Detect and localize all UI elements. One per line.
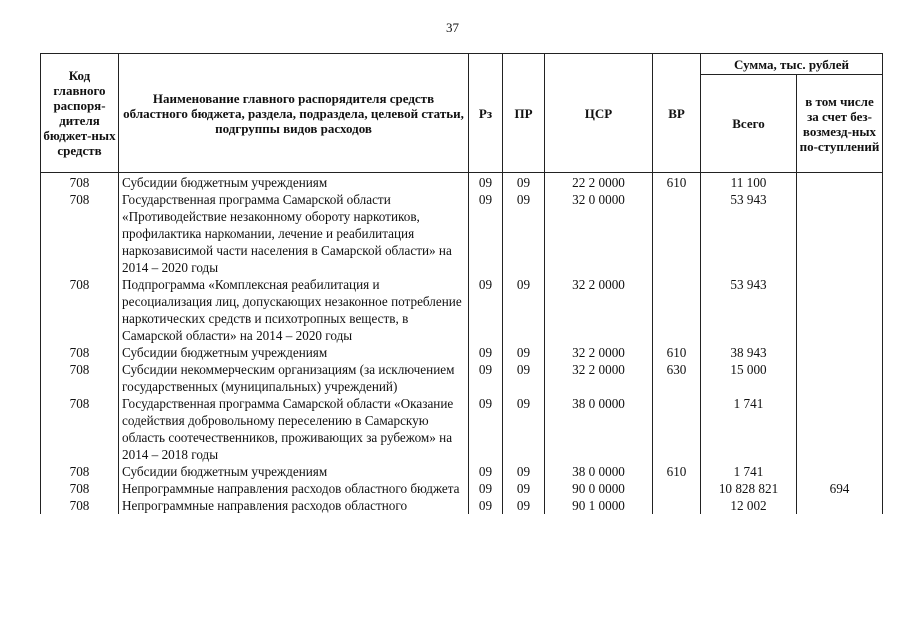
cell-name: Субсидии бюджетным учреждениям — [119, 344, 469, 361]
cell-vr — [653, 395, 701, 463]
table-row — [41, 191, 883, 276]
cell-total: 12 002 — [701, 497, 797, 514]
cell-name: Непрограммные направления расходов областного бюджета — [119, 480, 469, 497]
cell-vr — [653, 191, 701, 276]
cell-pr: 09 — [503, 276, 545, 344]
cell-code: 708 — [41, 344, 119, 361]
cell-csr: 38 0 0000 — [545, 463, 653, 480]
cell-pr: 09 — [503, 173, 545, 192]
cell-total: 53 943 — [701, 191, 797, 276]
table-body — [41, 173, 883, 515]
header-rz: Рз — [469, 54, 503, 173]
header-code: Код главного распоря-дителя бюджет-ных средств — [41, 54, 119, 173]
cell-incl — [797, 361, 883, 395]
cell-csr: 38 0 0000 — [545, 395, 653, 463]
cell-pr: 09 — [503, 497, 545, 514]
cell-code: 708 — [41, 497, 119, 514]
cell-vr: 610 — [653, 344, 701, 361]
cell-csr: 32 0 0000 — [545, 191, 653, 276]
cell-incl: 694 — [797, 480, 883, 497]
cell-rz: 09 — [469, 191, 503, 276]
cell-rz: 09 — [469, 463, 503, 480]
cell-pr: 09 — [503, 463, 545, 480]
header-csr: ЦСР — [545, 54, 653, 173]
budget-table — [40, 53, 883, 514]
cell-pr: 09 — [503, 480, 545, 497]
table-row — [41, 463, 883, 480]
cell-vr — [653, 276, 701, 344]
cell-incl — [797, 344, 883, 361]
cell-csr: 32 2 0000 — [545, 344, 653, 361]
cell-code: 708 — [41, 191, 119, 276]
header-pr: ПР — [503, 54, 545, 173]
table-row — [41, 480, 883, 497]
cell-total: 53 943 — [701, 276, 797, 344]
table-row — [41, 361, 883, 395]
cell-vr — [653, 480, 701, 497]
table-row — [41, 497, 883, 514]
cell-csr: 32 2 0000 — [545, 361, 653, 395]
cell-total: 1 741 — [701, 395, 797, 463]
cell-code: 708 — [41, 276, 119, 344]
table-row — [41, 344, 883, 361]
cell-vr: 610 — [653, 463, 701, 480]
cell-vr — [653, 497, 701, 514]
cell-pr: 09 — [503, 395, 545, 463]
cell-total: 15 000 — [701, 361, 797, 395]
cell-pr: 09 — [503, 361, 545, 395]
cell-name: Государственная программа Самарской области «Противодействие незаконному обороту наркотиков, профилактика наркомании, лечение и реабилитация наркозависимой части населения в Самарской области» на 2014 – 2020 годы — [119, 191, 469, 276]
cell-name: Субсидии некоммерческим организациям (за исключением государственных (муниципальных) учреждений) — [119, 361, 469, 395]
cell-incl — [797, 173, 883, 192]
cell-csr: 22 2 0000 — [545, 173, 653, 192]
cell-name: Подпрограмма «Комплексная реабилитация и ресоциализация лиц, допускающих незаконное потребление наркотических средств и психотропных веществ, в Самарской области» на 2014 – 2020 годы — [119, 276, 469, 344]
cell-name: Государственная программа Самарской области «Оказание содействия добровольному переселению в Самарскую область соотечественников, проживающих за рубежом» на 2014 – 2018 годы — [119, 395, 469, 463]
cell-vr: 630 — [653, 361, 701, 395]
cell-incl — [797, 276, 883, 344]
cell-incl — [797, 497, 883, 514]
header-incl: в том числе за счет без-возмезд-ных по-ступлений — [797, 75, 883, 173]
table-header — [41, 54, 883, 173]
cell-rz: 09 — [469, 344, 503, 361]
cell-code: 708 — [41, 173, 119, 192]
page-number: 37 — [446, 20, 459, 35]
cell-code: 708 — [41, 480, 119, 497]
cell-rz: 09 — [469, 497, 503, 514]
cell-code: 708 — [41, 395, 119, 463]
cell-name: Непрограммные направления расходов областного — [119, 497, 469, 514]
cell-total: 38 943 — [701, 344, 797, 361]
cell-incl — [797, 463, 883, 480]
cell-total: 10 828 821 — [701, 480, 797, 497]
cell-csr: 32 2 0000 — [545, 276, 653, 344]
cell-rz: 09 — [469, 173, 503, 192]
cell-rz: 09 — [469, 361, 503, 395]
header-total: Всего — [701, 75, 797, 173]
cell-csr: 90 0 0000 — [545, 480, 653, 497]
table-row — [41, 276, 883, 344]
header-vr: ВР — [653, 54, 701, 173]
cell-total: 11 100 — [701, 173, 797, 192]
cell-csr: 90 1 0000 — [545, 497, 653, 514]
cell-name: Субсидии бюджетным учреждениям — [119, 173, 469, 192]
cell-incl — [797, 191, 883, 276]
table-row — [41, 395, 883, 463]
cell-name: Субсидии бюджетным учреждениям — [119, 463, 469, 480]
cell-vr: 610 — [653, 173, 701, 192]
cell-rz: 09 — [469, 276, 503, 344]
cell-code: 708 — [41, 463, 119, 480]
cell-incl — [797, 395, 883, 463]
cell-pr: 09 — [503, 344, 545, 361]
table-row — [41, 173, 883, 192]
header-name: Наименование главного распорядителя средств областного бюджета, раздела, подраздела, целевой статьи, подгруппы видов расходов — [119, 54, 469, 173]
cell-total: 1 741 — [701, 463, 797, 480]
cell-rz: 09 — [469, 480, 503, 497]
cell-pr: 09 — [503, 191, 545, 276]
cell-code: 708 — [41, 361, 119, 395]
cell-rz: 09 — [469, 395, 503, 463]
header-sum: Сумма, тыс. рублей — [701, 54, 883, 75]
